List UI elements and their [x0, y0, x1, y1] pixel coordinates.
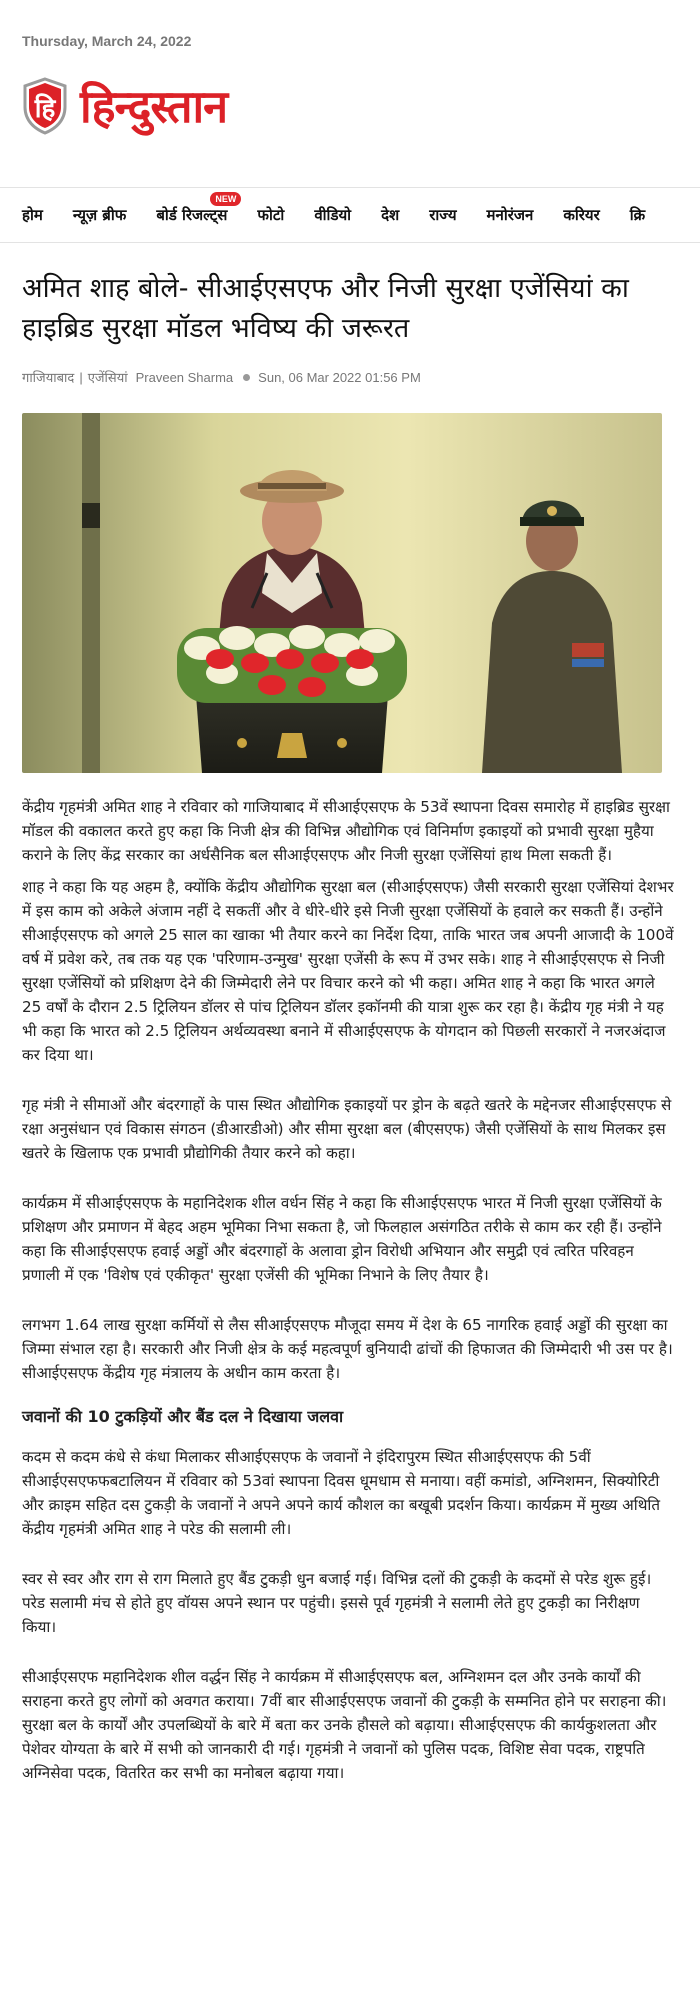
article-subheading: जवानों की 10 टुकड़ियों और बैंड दल ने दिखाया जलवा: [22, 1407, 344, 1426]
nav-item-video[interactable]: वीडियो: [314, 206, 352, 224]
byline: [22, 367, 675, 387]
article-paragraph: स्वर से स्वर और राग से राग मिलाते हुए बैंड टुकड़ी धुन बजाई गई। विभिन्न दलों की टुकड़ी के कदमों से परेड शुरू हुई। परेड सलामी मंच से होते हुए वॉयस अपने स्थान पर पहुंची। इससे पूर्व गृहमंत्री ने सलामी लेते हुए टुकड़ी का निरीक्षण किया।: [22, 1570, 652, 1636]
article-body: [22, 795, 675, 1785]
article-paragraph: कदम से कदम कंधे से कंधा मिलाकर सीआईएसएफ के जवानों ने इंदिरापुरम स्थित सीआईएसएफ की 5वीं सीआईएसएफफबटालियन में रविवार को 53वां स्थापना दिवस धूमधाम से मनाया। वहीं कमांडो, अग्निशमन, सिक्योरिटी और क्राइम सहित दस टुकड़ी के जवानों ने अपने अपने कार्य कौशल का बखूबी प्रदर्शन किया। कार्यक्रम में मुख्य अथिति केंद्रीय गृहमंत्री अमित शाह ने परेड की सलामी ली।: [22, 1448, 660, 1538]
nav-item-home[interactable]: होम: [22, 206, 43, 224]
byline-location[interactable]: गाजियाबाद: [22, 370, 75, 385]
nav-item-cricket[interactable]: क्रि: [629, 206, 646, 224]
svg-text:हि: हि: [34, 94, 56, 124]
nav-item-states[interactable]: राज्य: [429, 206, 457, 224]
byline-agency: एजेंसियां: [87, 370, 128, 385]
nav-item-news-brief[interactable]: न्यूज़ ब्रीफ: [72, 206, 127, 224]
new-badge: NEW: [210, 192, 241, 206]
nav-item-photo[interactable]: फोटो: [257, 206, 285, 224]
byline-author[interactable]: Praveen Sharma: [135, 369, 234, 385]
byline-timestamp: Sun, 06 Mar 2022 01:56 PM: [258, 369, 421, 385]
article-paragraph: सीआईएसएफ महानिदेशक शील वर्द्धन सिंह ने कार्यक्रम में सीआईएसएफ बल, अग्निशमन दल और उनके कार्यों की सराहना करते हुए लोगों को अवगत कराया। 7वीं बार सीआईएसएफ जवानों की टुकड़ी के सम्मनित होने पर सराहना की। सुरक्षा बल के कार्यों और उपलब्धियों के बारे में बता कर उनके हौसले को बढ़ाया। सीआईएसएफ की कार्यकुशलता और पेशेवर योग्यता के बारे में सभी को जानकारी दी गई। गृहमंत्री ने जवानों को पुलिस पदक, विशिष्ट सेवा पदक, राष्ट्रपति अग्निसेवा पदक, वितरित कर सभी का मनोबल बढ़ाया गया।: [22, 1668, 667, 1782]
site-logo[interactable]: [22, 71, 675, 141]
hero-illustration: [22, 413, 662, 773]
byline-separator: |: [79, 369, 83, 385]
current-date: Thursday, March 24, 2022: [22, 33, 192, 49]
logo-shield-icon: [22, 77, 68, 135]
article-paragraph: लगभग 1.64 लाख सुरक्षा कर्मियों से लैस सीआईएसएफ मौजूदा समय में देश के 65 नागरिक हवाई अड्डों की सुरक्षा का जिम्मा संभाल रहा है। सरकारी और निजी क्षेत्र के कई महत्वपूर्ण बुनियादी ढांचों की हिफाजत की जिम्मेदारी भी उस पर है। सीआईएसएफ केंद्रीय गृह मंत्रालय के अधीन काम करता है।: [22, 1316, 673, 1382]
article-headline: अमित शाह बोले- सीआईएसएफ और निजी सुरक्षा एजेंसियां का हाइब्रिड सुरक्षा मॉडल भविष्य की जरूरत: [22, 273, 629, 344]
article-paragraph: केंद्रीय गृहमंत्री अमित शाह ने रविवार को गाजियाबाद में सीआईएसएफ के 53वें स्थापना दिवस समारोह में हाइब्रिड सुरक्षा मॉडल की वकालत करते हुए कहा कि निजी क्षेत्र की विभिन्न औद्योगिक एवं विनिर्माण इकाइयों को प्रभावी सुरक्षा मुहैया कराने के लिए केंद्र सरकार का अर्धसैनिक बल सीआईएसएफ और निजी सुरक्षा एजेंसियां हाथ मिला सकती हैं।: [22, 798, 670, 864]
nav-item-entertainment[interactable]: मनोरंजन: [486, 206, 534, 224]
nav-item-career[interactable]: करियर: [563, 206, 600, 224]
logo-wordmark: हिन्दुस्तान: [80, 79, 228, 133]
main-nav: [0, 187, 700, 243]
article-paragraph: शाह ने कहा कि यह अहम है, क्योंकि केंद्रीय औद्योगिक सुरक्षा बल (सीआईएसएफ) जैसी सरकारी सुरक्षा एजेंसियां देशभर में इस काम को अकेले अंजाम नहीं दे सकतीं और वे धीरे-धीरे इसे निजी सुरक्षा एजेंसियों के हवाले कर सकती हैं। उन्होंने सीआईएसएफ को अगले 25 साल का खाका भी तैयार करने का निर्देश दिया, ताकि भारत जब अपनी आजादी के 100वें वर्ष में प्रवेश करे, तब तक यह एक 'परिणाम-उन्मुख' सुरक्षा एजेंसी के रूप में उभर सके। शाह ने सीआईएसएफ से निजी सुरक्षा एजेंसियों को प्रशिक्षण देने की जिम्मेदारी लेने पर विचार करने को भी कहा। अमित शाह ने कहा कि भारत अगले 25 वर्षों के दौरान 2.5 ट्रिलियन डॉलर से पांच ट्रिलियन डॉलर इकॉनमी की यात्रा शुरू कर रहा है। केंद्रीय गृह मंत्री ने यह भी कहा कि भारत को 2.5 ट्रिलियन अर्थव्यवस्था बनाने में सीआईएसएफ के योगदान को पिछली सरकारों ने नजरअंदाज कर दिया था।: [22, 878, 674, 1064]
nav-item-board-results-label: बोर्ड रिजल्ट्स: [156, 206, 228, 224]
article-paragraph: गृह मंत्री ने सीमाओं और बंदरगाहों के पास स्थित औद्योगिक इकाइयों पर ड्रोन के बढ़ते खतरे के मद्देनजर सीआईएसएफ से रक्षा अनुसंधान एवं विकास संगठन (डीआरडीओ) और सीमा सुरक्षा बल (बीएसएफ) जैसी एजेंसियों के साथ मिलकर इस खतरे के खिलाफ एक प्रभावी प्रौद्योगिकी तैयार करने को कहा।: [22, 1096, 672, 1162]
byline-dot: [243, 374, 250, 381]
hero-image: [22, 413, 662, 773]
article-paragraph: कार्यक्रम में सीआईएसएफ के महानिदेशक शील वर्धन सिंह ने कहा कि सीआईएसएफ भारत में निजी सुरक्षा एजेंसियों के प्रशिक्षण और प्रमाणन में बेहद अहम भूमिका निभा सकता है, जो फिलहाल असंगठित तरीके से काम कर रही हैं। उन्होंने कहा कि सीआईएसएफ हवाई अड्डों और बंदरगाहों के अलावा ड्रोन विरोधी अभियान और समुद्री एवं त्वरित परिवहन प्रणाली में एक 'विशेष एवं एकीकृत' सुरक्षा एजेंसी की भूमिका निभाने के लिए तैयार है।: [22, 1194, 662, 1284]
nav-item-country[interactable]: देश: [381, 206, 400, 224]
nav-item-board-results[interactable]: [156, 188, 237, 242]
